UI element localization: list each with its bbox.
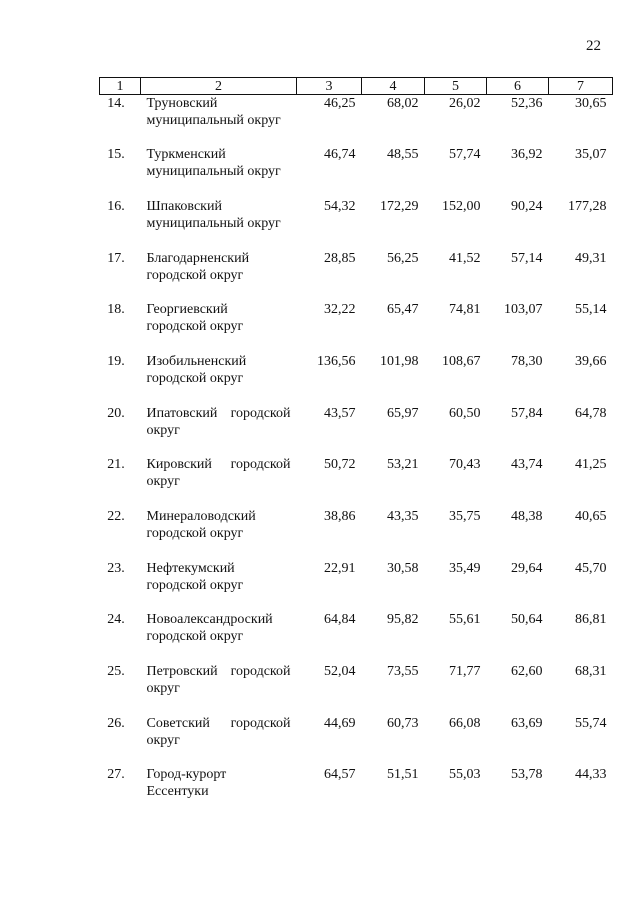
value-cell: 32,22 (324, 302, 356, 318)
municipality-name: Минераловодский городской округ (146, 509, 256, 541)
row-number: 25. (107, 664, 125, 680)
value-cell: 64,84 (324, 612, 356, 628)
value-cell: 55,14 (575, 302, 607, 318)
value-cell: 136,56 (317, 353, 356, 369)
value-cell: 60,73 (387, 715, 419, 731)
value-cell: 35,07 (575, 147, 607, 163)
value-cell: 26,02 (449, 96, 481, 111)
value-cell: 51,51 (387, 767, 419, 783)
value-cell: 55,61 (449, 612, 481, 628)
value-cell: 46,25 (324, 96, 356, 111)
column-number-header-row (100, 78, 613, 95)
value-cell: 53,78 (511, 767, 543, 783)
value-cell: 95,82 (387, 612, 419, 628)
value-cell: 71,77 (449, 664, 481, 680)
value-cell: 78,30 (511, 353, 543, 369)
row-number: 20. (107, 405, 125, 421)
value-cell: 29,64 (511, 560, 543, 576)
value-cell: 44,33 (575, 767, 607, 783)
page-number: 22 (586, 38, 601, 54)
value-cell: 152,00 (442, 198, 481, 214)
row-number: 19. (107, 353, 125, 369)
value-cell: 30,65 (575, 96, 607, 111)
value-cell: 52,04 (324, 664, 356, 680)
value-cell: 38,86 (324, 509, 356, 524)
value-cell: 65,97 (387, 405, 419, 421)
table-row (100, 456, 613, 508)
value-cell: 103,07 (504, 302, 543, 318)
value-cell: 108,67 (442, 353, 481, 369)
table-row (100, 301, 613, 353)
value-cell: 40,65 (575, 509, 607, 524)
table-row (100, 405, 613, 457)
value-cell: 55,74 (575, 715, 607, 731)
value-cell: 43,57 (324, 405, 356, 421)
value-cell: 50,72 (324, 457, 356, 473)
column-header: 2 (141, 78, 297, 95)
value-cell: 50,64 (511, 612, 543, 628)
value-cell: 43,74 (511, 457, 543, 473)
value-cell: 73,55 (387, 664, 419, 680)
value-cell: 52,36 (511, 96, 543, 111)
value-cell: 101,98 (380, 353, 419, 369)
row-number: 26. (107, 715, 125, 731)
row-number: 21. (107, 457, 125, 473)
table-row (100, 198, 613, 250)
value-cell: 43,35 (387, 509, 419, 524)
table-row (100, 715, 613, 767)
table-row (100, 146, 613, 198)
value-cell: 74,81 (449, 302, 481, 318)
value-cell: 45,70 (575, 560, 607, 576)
value-cell: 57,14 (511, 250, 543, 266)
municipality-name: Город-курорт Ессентуки (146, 767, 227, 800)
value-cell: 70,43 (449, 457, 481, 473)
value-cell: 90,24 (511, 198, 543, 214)
municipality-name: Изобильненский городской округ (146, 353, 247, 386)
municipality-name: Кировский городской округ (146, 457, 291, 490)
column-header: 7 (549, 78, 613, 95)
value-cell: 68,31 (575, 664, 607, 680)
value-cell: 64,78 (575, 405, 607, 421)
row-number: 18. (107, 302, 125, 318)
value-cell: 44,69 (324, 715, 356, 731)
value-cell: 35,49 (449, 560, 481, 576)
value-cell: 35,75 (449, 509, 481, 524)
municipality-name: Труновский муниципальный округ (146, 96, 281, 128)
municipality-name: Советский городской округ (146, 715, 291, 748)
column-header: 6 (487, 78, 549, 95)
municipality-name: Нефтекумский городской округ (146, 560, 244, 593)
municipality-name: Благодарненский городской округ (146, 250, 250, 283)
value-cell: 41,25 (575, 457, 607, 473)
value-cell: 64,57 (324, 767, 356, 783)
value-cell: 57,74 (449, 147, 481, 163)
row-number: 27. (107, 767, 125, 783)
row-number: 16. (107, 198, 125, 214)
municipal-data-table (99, 77, 613, 818)
value-cell: 63,69 (511, 715, 543, 731)
row-number: 24. (107, 612, 125, 628)
value-cell: 57,84 (511, 405, 543, 421)
value-cell: 177,28 (568, 198, 607, 214)
row-number: 14. (107, 96, 125, 111)
column-header: 3 (297, 78, 362, 95)
value-cell: 46,74 (324, 147, 356, 163)
row-number: 23. (107, 560, 125, 576)
table-row (100, 611, 613, 663)
municipality-name: Новоалександроский городской округ (146, 612, 273, 645)
row-number: 15. (107, 147, 125, 163)
column-header: 4 (362, 78, 425, 95)
row-number: 17. (107, 250, 125, 266)
table-row (100, 663, 613, 715)
value-cell: 66,08 (449, 715, 481, 731)
row-number: 22. (107, 509, 125, 524)
value-cell: 62,60 (511, 664, 543, 680)
value-cell: 48,38 (511, 509, 543, 524)
municipality-name: Туркменский муниципальный округ (146, 147, 281, 180)
municipality-name: Георгиевский городской округ (146, 302, 244, 335)
value-cell: 30,58 (387, 560, 419, 576)
table-row (100, 766, 613, 818)
value-cell: 55,03 (449, 767, 481, 783)
table-row (100, 250, 613, 302)
table-row (100, 560, 613, 612)
column-header: 5 (425, 78, 487, 95)
value-cell: 60,50 (449, 405, 481, 421)
value-cell: 36,92 (511, 147, 543, 163)
column-header: 1 (100, 78, 141, 95)
value-cell: 172,29 (380, 198, 419, 214)
value-cell: 49,31 (575, 250, 607, 266)
municipality-name: Шпаковский муниципальный округ (146, 198, 281, 231)
table-row (100, 95, 613, 147)
value-cell: 56,25 (387, 250, 419, 266)
value-cell: 68,02 (387, 96, 419, 111)
value-cell: 41,52 (449, 250, 481, 266)
table-row (100, 353, 613, 405)
value-cell: 65,47 (387, 302, 419, 318)
municipality-name: Ипатовский городской округ (146, 405, 291, 438)
value-cell: 53,21 (387, 457, 419, 473)
value-cell: 48,55 (387, 147, 419, 163)
value-cell: 54,32 (324, 198, 356, 214)
value-cell: 86,81 (575, 612, 607, 628)
municipality-name: Петровский городской округ (146, 664, 291, 697)
value-cell: 28,85 (324, 250, 356, 266)
value-cell: 39,66 (575, 353, 607, 369)
value-cell: 22,91 (324, 560, 356, 576)
table-row (100, 508, 613, 560)
